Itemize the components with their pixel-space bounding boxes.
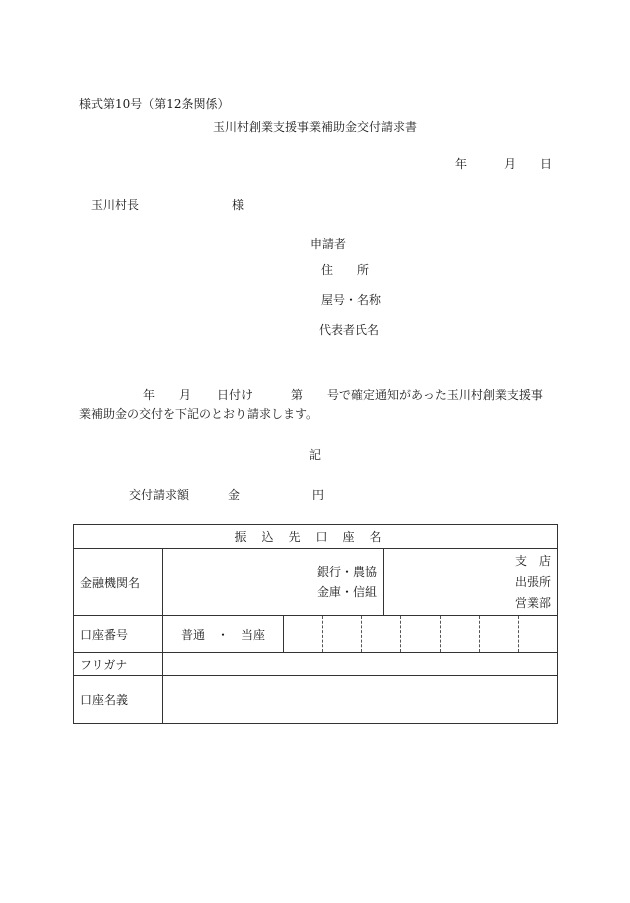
- body-year: 年: [143, 388, 156, 402]
- representative-label: 代表者氏名: [319, 323, 380, 337]
- applicant-heading: 申請者: [310, 237, 347, 251]
- account-number-label: 口座番号: [74, 616, 163, 653]
- body-number-prefix: 第: [291, 388, 304, 402]
- bank-type-a: 銀行・農協: [316, 565, 377, 579]
- bank-type-cell[interactable]: [163, 549, 384, 616]
- table-header-row: [74, 525, 558, 549]
- date-year: 年: [455, 157, 468, 171]
- digit-box[interactable]: [479, 616, 518, 652]
- digit-box[interactable]: [400, 616, 439, 652]
- digit-box[interactable]: [361, 616, 400, 652]
- bank-account-table: [73, 524, 558, 724]
- account-holder-field[interactable]: [163, 676, 558, 724]
- honorific: 様: [232, 198, 245, 212]
- digit-box[interactable]: [440, 616, 479, 652]
- date-day: 日: [540, 157, 553, 171]
- bank-type-b: 金庫・信組: [316, 585, 377, 599]
- branch-type-cell[interactable]: [384, 549, 558, 616]
- date-month: 月: [504, 157, 517, 171]
- trade-name-label: 屋号・名称: [321, 293, 382, 307]
- furigana-label: フリガナ: [74, 653, 163, 676]
- account-type[interactable]: 普通 ・ 当座: [163, 616, 284, 653]
- bank-row: [74, 549, 558, 616]
- ki-heading: 記: [309, 448, 322, 462]
- digit-box[interactable]: [518, 616, 557, 652]
- branch-type-a: 支 店: [515, 553, 552, 568]
- account-holder-label: 口座名義: [74, 676, 163, 724]
- account-number-digits[interactable]: [284, 616, 558, 653]
- amount-kin: 金: [228, 488, 241, 502]
- table-header: 振込先口座名: [74, 525, 558, 549]
- furigana-field[interactable]: [163, 653, 558, 676]
- branch-type-b: 出張所: [515, 574, 552, 589]
- amount-yen: 円: [312, 488, 325, 502]
- digit-box[interactable]: [284, 616, 322, 652]
- addressee: 玉川村長: [91, 198, 140, 212]
- amount-label: 交付請求額: [129, 488, 190, 502]
- body-date-suffix: 日付け: [217, 388, 254, 402]
- bank-label: 金融機関名: [74, 549, 163, 616]
- form-style-label: 様式第10号（第12条関係）: [79, 97, 230, 111]
- digit-box[interactable]: [322, 616, 361, 652]
- body-line2: 業補助金の交付を下記のとおり請求します。: [79, 407, 319, 421]
- body-line1-rest: 号で確定通知があった玉川村創業支援事: [327, 388, 543, 402]
- account-holder-row: [74, 676, 558, 724]
- address-label: 住 所: [321, 263, 370, 277]
- furigana-row: [74, 653, 558, 676]
- account-number-row: [74, 616, 558, 653]
- body-month: 月: [179, 388, 192, 402]
- branch-type-c: 営業部: [515, 595, 552, 610]
- form-title: 玉川村創業支援事業補助金交付請求書: [213, 120, 418, 134]
